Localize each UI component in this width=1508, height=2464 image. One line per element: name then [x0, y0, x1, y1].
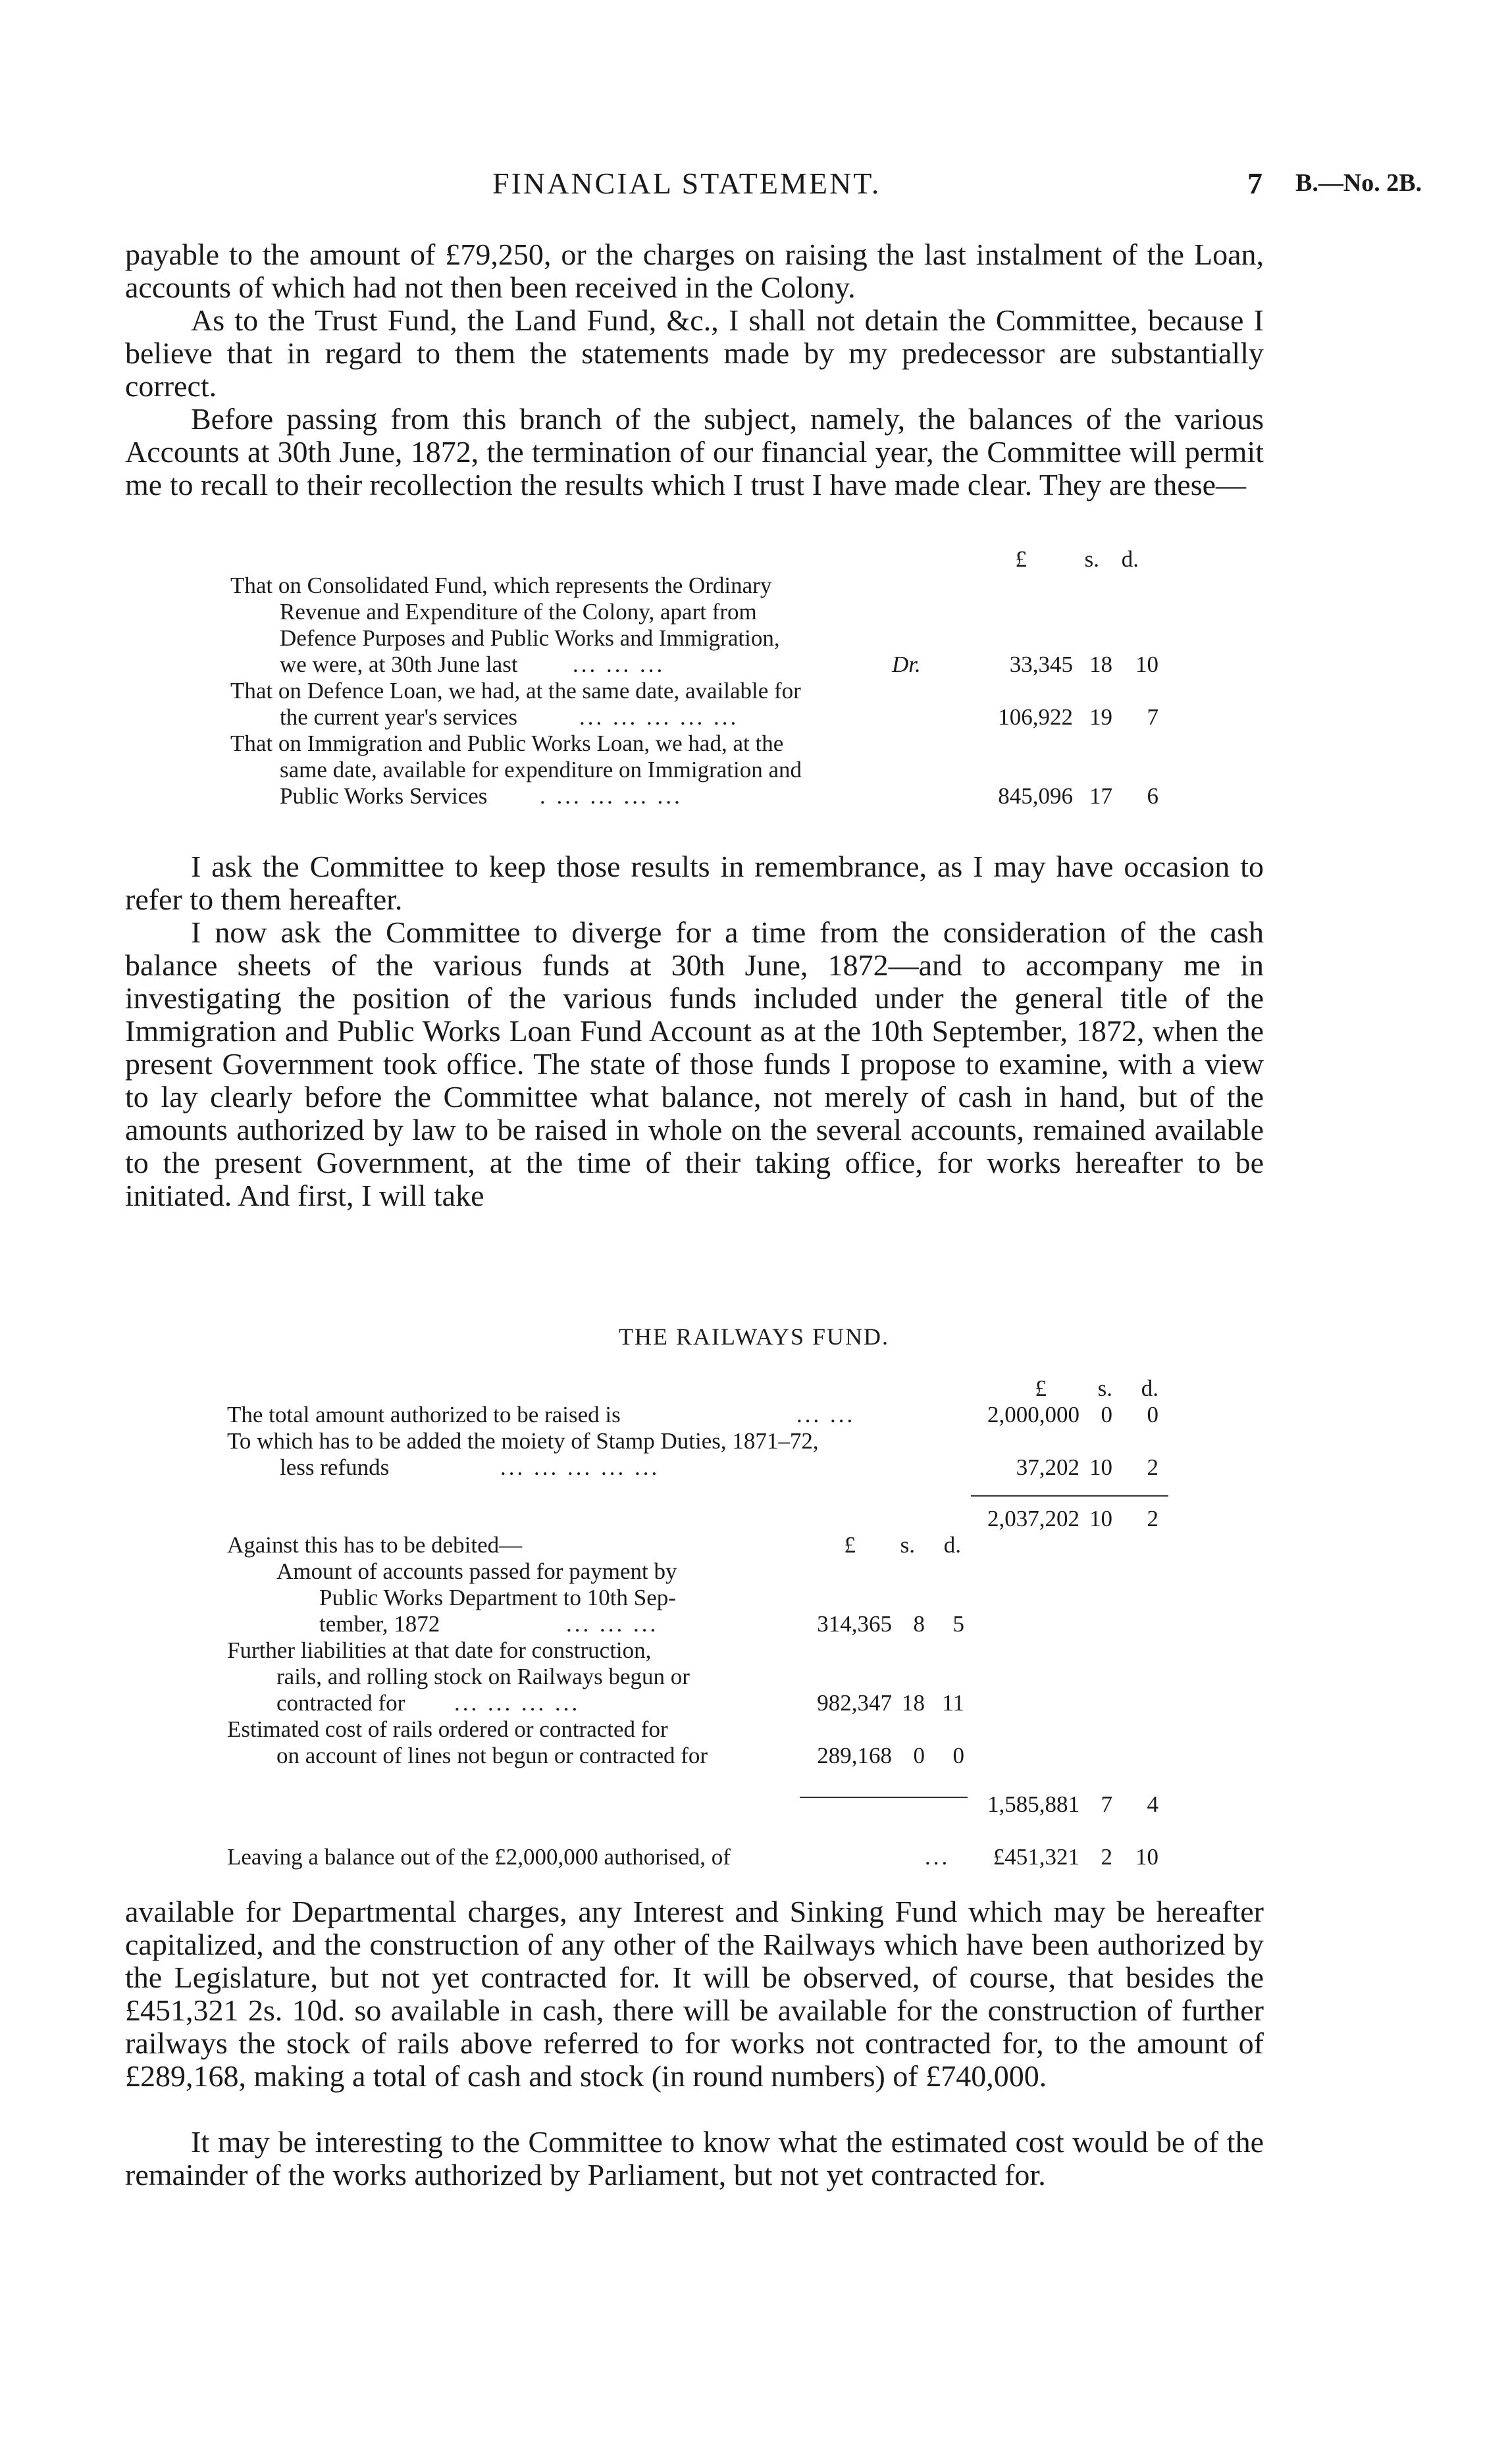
accounts-pounds: 314,365 — [817, 1611, 892, 1637]
paragraph-7: It may be interesting to the Committee to know what the estimated cost would be of the remainder of the works authorized by Parliament, but not yet contracted for. — [125, 2125, 1264, 2192]
liabilities-pounds: 982,347 — [817, 1690, 892, 1716]
debit-marker: Dr. — [892, 652, 921, 677]
estimated-line-2: on account of lines not begun or contracted for — [276, 1743, 708, 1768]
railways-s-header: s. — [1097, 1375, 1112, 1401]
defence-shillings: 19 — [1089, 704, 1112, 730]
accounts-leaders: ... ... ... — [566, 1611, 659, 1637]
liabilities-leaders: ... ... ... ... — [454, 1690, 581, 1716]
estimated-line-1: Estimated cost of rails ordered or contracted for — [227, 1716, 668, 1742]
stamp-duties-label: To which has to be added the moiety of Stamp Duties, 1871–72, — [227, 1428, 819, 1454]
estimated-pence: 0 — [952, 1743, 964, 1768]
balances-line-7: That on Immigration and Public Works Loan, we had, at the — [230, 731, 784, 756]
stamp-duties-pence: 2 — [1147, 1454, 1158, 1480]
debit-total-shillings: 7 — [1101, 1791, 1112, 1817]
consolidated-pence: 10 — [1135, 652, 1158, 677]
document-reference: B.—No. 2B. — [1295, 169, 1422, 197]
debits-d-header: d. — [943, 1532, 961, 1558]
balances-s-header: s. — [1084, 546, 1099, 572]
defence-pence: 7 — [1147, 704, 1158, 730]
paragraph-3: Before passing from this branch of the subject, namely, the balances of the various Accounts at 30th June, 1872, the termination of our financial year, the Committee will permit me to recall to their recollection the results which I trust I have made clear. They are these— — [125, 402, 1264, 501]
stamp-duties-leaders: ... ... ... ... ... — [500, 1454, 660, 1480]
subtotal-pence: 2 — [1147, 1506, 1158, 1531]
leaving-balance-pence: 10 — [1135, 1844, 1158, 1870]
authorized-shillings: 0 — [1101, 1402, 1112, 1427]
balances-line-9-leaders: . ... ... ... ... — [540, 783, 683, 809]
page-title: FINANCIAL STATEMENT. — [492, 167, 881, 200]
leaving-balance-leaders: ... — [925, 1844, 950, 1870]
subtotal-pounds: 2,037,202 — [987, 1506, 1079, 1531]
balances-line-4-leaders: ... ... ... — [573, 652, 665, 677]
balances-line-2: Revenue and Expenditure of the Colony, apart from — [280, 599, 757, 625]
stamp-duties-shillings: 10 — [1089, 1454, 1112, 1480]
railways-debits-table — [0, 1506, 1508, 1769]
paragraph-2: As to the Trust Fund, the Land Fund, &c., I shall not detain the Committee, because I believe that in regard to them the statements made by my predecessor are substantially correct. — [125, 303, 1264, 403]
railways-totals — [0, 1791, 1508, 1818]
estimated-shillings: 0 — [913, 1743, 925, 1768]
debits-s-header: s. — [900, 1532, 915, 1558]
subtotal-rule — [971, 1495, 1168, 1497]
railways-pound-header: £ — [1035, 1375, 1047, 1401]
balances-line-4: we were, at 30th June last — [280, 652, 518, 677]
balances-line-5: That on Defence Loan, we had, at the same date, available for — [230, 678, 801, 704]
accounts-pence: 5 — [952, 1611, 964, 1637]
accounts-line-3: tember, 1872 — [319, 1611, 440, 1637]
immigration-pence: 6 — [1147, 783, 1158, 809]
authorized-label: The total amount authorized to be raised is — [227, 1402, 621, 1427]
balances-line-1: That on Consolidated Fund, which represents the Ordinary — [230, 573, 772, 598]
railways-balance — [0, 1844, 1508, 1870]
accounts-line-2: Public Works Department to 10th Sep- — [319, 1585, 676, 1610]
paragraph-4: I ask the Committee to keep those results in remembrance, as I may have occasion to refer to them hereafter. — [125, 850, 1264, 916]
liabilities-line-1: Further liabilities at that date for construction, — [227, 1637, 652, 1663]
authorized-pounds: 2,000,000 — [987, 1402, 1079, 1427]
accounts-shillings: 8 — [913, 1611, 925, 1637]
liabilities-pence: 11 — [942, 1690, 964, 1716]
page-number: 7 — [1247, 167, 1262, 200]
immigration-shillings: 17 — [1089, 783, 1112, 809]
stamp-duties-label-2: less refunds — [280, 1454, 390, 1480]
liabilities-shillings: 18 — [902, 1690, 925, 1716]
authorized-pence: 0 — [1147, 1402, 1158, 1427]
balances-line-8: same date, available for expenditure on Immigration and — [280, 757, 802, 783]
debits-pound-header: £ — [844, 1532, 856, 1558]
liabilities-line-2: rails, and rolling stock on Railways begun or — [276, 1664, 690, 1689]
leaving-balance-shillings: 2 — [1101, 1844, 1112, 1870]
authorized-leaders: ... ... — [796, 1402, 856, 1427]
subtotal-shillings: 10 — [1089, 1506, 1112, 1531]
stamp-duties-pounds: 37,202 — [1016, 1454, 1079, 1480]
balances-pound-header: £ — [1015, 546, 1027, 572]
railways-fund-title: THE RAILWAYS FUND. — [618, 1323, 889, 1350]
paragraph-6: available for Departmental charges, any Interest and Sinking Fund which may be hereafter capitalized, and the construction of any other of the Railways which have been authorized by the Legislature, but not yet contracted for. It will be observed, of course, that besides the £451,321 2s. 10d. so available in cash, there will be available for the construction of further railways the stock of rails above referred to for works not contracted for, to the amount of £289,168, making a total of cash and stock (in round numbers) of £740,000. — [125, 1895, 1264, 2093]
accounts-line-1: Amount of accounts passed for payment by — [276, 1558, 677, 1584]
balances-d-header: d. — [1121, 546, 1139, 572]
railways-fund-table — [0, 1375, 1508, 1481]
consolidated-shillings: 18 — [1089, 652, 1112, 677]
balances-table — [0, 546, 1508, 809]
consolidated-pounds: 33,345 — [1009, 652, 1073, 677]
leaving-balance-label: Leaving a balance out of the £2,000,000 authorised, of — [227, 1844, 731, 1870]
liabilities-line-3: contracted for — [276, 1690, 405, 1716]
balances-line-6-leaders: ... ... ... ... ... — [579, 704, 739, 730]
balances-line-9: Public Works Services — [280, 783, 488, 809]
immigration-pounds: 845,096 — [998, 783, 1073, 809]
debited-label: Against this has to be debited— — [227, 1532, 523, 1558]
paragraph-1: payable to the amount of £79,250, or the charges on raising the last instalment of the Loan, accounts of which had not then been received in the Colony. — [125, 238, 1264, 304]
debit-total-pounds: 1,585,881 — [987, 1791, 1079, 1817]
estimated-pounds: 289,168 — [817, 1743, 892, 1768]
paragraph-5: I now ask the Committee to diverge for a time from the consideration of the cash balance sheets of the various funds at 30th June, 1872—and to accompany me in investigating the position of the various funds included under the general title of the Immigration and Public Works Loan Fund Account as at the 10th September, 1872, when the present Government took office. The state of those funds I propose to examine, with a view to lay clearly before the Committee what balance, not merely of cash in hand, but of the amounts authorized by law to be raised in whole on the several accounts, remained available to the present Government, at the time of their taking office, for works hereafter to be initiated. And first, I will take — [125, 915, 1264, 1212]
balances-line-6: the current year's services — [280, 704, 517, 730]
leaving-balance-pounds: £451,321 — [993, 1844, 1079, 1870]
balances-line-3: Defence Purposes and Public Works and Immigration, — [280, 625, 780, 651]
defence-pounds: 106,922 — [998, 704, 1073, 730]
railways-d-header: d. — [1141, 1375, 1158, 1401]
debit-total-pence: 4 — [1147, 1791, 1158, 1817]
page-header — [0, 166, 1508, 205]
